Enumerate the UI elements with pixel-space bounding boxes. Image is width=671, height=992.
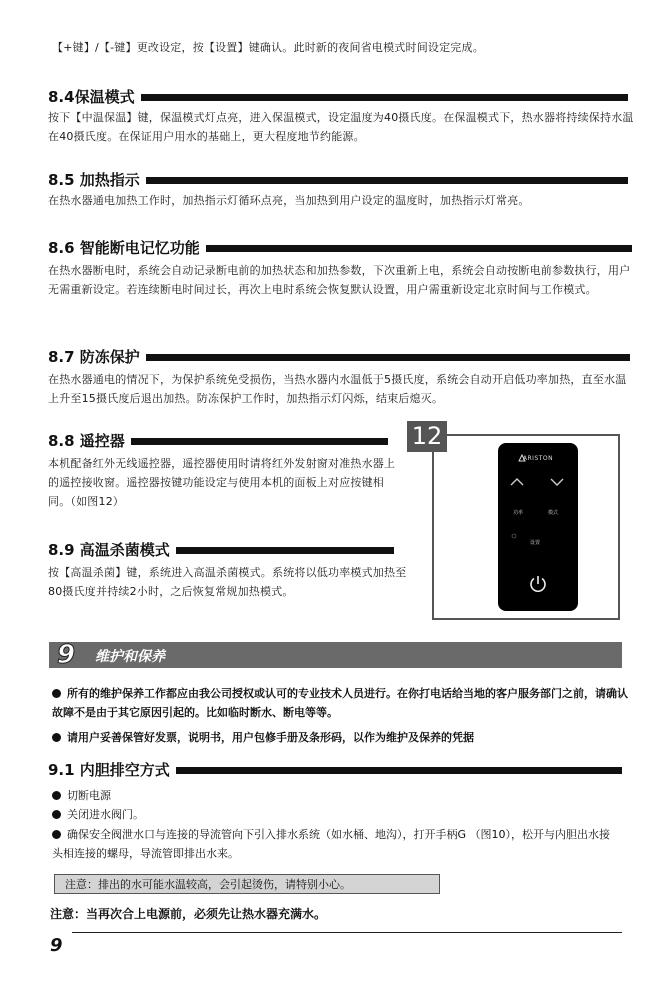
heading-rule [206,245,632,252]
refill-warning: 注意：当再次合上电源前，必须先让热水器充满水。 [50,907,327,921]
section-9-bullet-1 [52,684,628,722]
chevron-down-icon [550,477,564,487]
section-8-5-heading [48,171,628,189]
bullet-icon [52,733,61,742]
heading-rule [146,177,628,184]
remote-btn-power-label: 功率 [513,510,524,516]
heading-rule [176,767,622,774]
section-9-1-title: 9.1 内胆排空方式 [48,761,170,779]
section-8-4-heading [48,88,628,106]
remote-btn-set-label: 设置 [530,540,541,546]
section-8-6-heading [48,239,632,257]
section-8-8-heading [48,432,388,450]
section-8-9-heading [48,541,394,559]
section-9-banner [49,642,622,668]
figure-number: 12 [407,421,447,452]
section-8-8-body: 本机配备红外无线遥控器，遥控器使用时请将红外发射窗对准热水器上的遥控接收窗。遥控器按键功能设定与使用本机的面板上对应按键相同。（如图12） [48,457,396,508]
drain-step-text: 确保安全阀泄水口与连接的导流管向下引入排水系统（如水桶、地沟），打开手柄G （图10），松开与内胆出水接头相连接的螺母，导流管即排出水来。 [52,828,611,860]
section-8-7-heading [48,348,630,366]
footer-rule [72,932,622,933]
caution-note: 注意：排出的水可能水温较高，会引起烫伤，请特别小心。 [54,874,440,894]
section-9-number: 9 [57,640,76,670]
indicator-dot-icon [511,533,517,539]
bullet-text: 所有的维护保养工作都应由我公司授权或认可的专业技术人员进行。在你打电话给当地的客户服务部门之前，请确认故障不是由于其它原因引起的。比如临时断水、断电等等。 [52,687,628,719]
section-8-5-body: 在热水器通电加热工作时，加热指示灯循环点亮，当加热到用户设定的温度时，加热指示灯常亮。 [48,194,530,207]
remote-brand: ARISTON [522,455,554,462]
section-9-1-heading [48,761,622,779]
heading-rule [146,354,630,361]
section-9-bullet-2 [52,728,628,747]
drain-step-text: 切断电源 [67,789,111,802]
heading-rule [141,94,628,101]
power-icon [527,573,549,595]
page-number: 9 [50,935,63,956]
section-8-5-title: 8.5 加热指示 [48,171,140,189]
section-8-6-title: 8.6 智能断电记忆功能 [48,239,200,257]
bullet-icon [52,810,61,819]
section-8-6-body: 在热水器断电时，系统会自动记录断电前的加热状态和加热参数，下次重新上电，系统会自动按断电前参数执行，用户无需重新设定。若连续断电时间过长，再次上电时系统会恢复默认设置，用户需重新设定北京时间与工作模式。 [48,264,631,296]
section-8-4-body: 按下【中温保温】键，保温模式灯点亮，进入保温模式，设定温度为40摄氏度。在保温模式下，热水器将持续保持水温在40摄氏度。在保证用户用水的基础上，更大程度地节约能源。 [48,111,634,143]
drain-step-text: 关闭进水阀门。 [67,808,144,821]
section-9-title: 维护和保养 [95,649,165,665]
bullet-icon [52,791,61,800]
drain-step-3 [52,825,612,863]
remote-btn-mode-label: 模式 [548,510,559,516]
intro-line: 【+键】/【-键】更改设定，按【设置】键确认。此时新的夜间省电模式时间设定完成。 [52,41,484,54]
chevron-up-icon [510,477,524,487]
bullet-text: 请用户妥善保管好发票，说明书，用户包修手册及条形码，以作为维护及保养的凭据 [67,731,474,744]
heading-rule [176,547,394,554]
bullet-icon [52,689,61,698]
bullet-icon [52,830,61,839]
heading-rule [131,438,388,445]
drain-step-2 [52,805,622,824]
section-8-7-body: 在热水器通电的情况下，为保护系统免受损伤，当热水器内水温低于5摄氏度，系统会自动开启低功率加热，直至水温上升至15摄氏度后退出加热。防冻保护工作时，加热指示灯闪烁，结束后熄灭。 [48,373,627,405]
remote-control-image [498,443,578,611]
section-8-9-title: 8.9 高温杀菌模式 [48,541,170,559]
section-8-8-title: 8.8 遥控器 [48,432,125,450]
section-8-4-title: 8.4保温模式 [48,88,135,106]
drain-step-1 [52,786,622,805]
section-8-7-title: 8.7 防冻保护 [48,348,140,366]
section-8-9-body: 按【高温杀菌】键，系统进入高温杀菌模式。系统将以低功率模式加热至80摄氏度并持续2小时，之后恢复常规加热模式。 [48,566,407,598]
